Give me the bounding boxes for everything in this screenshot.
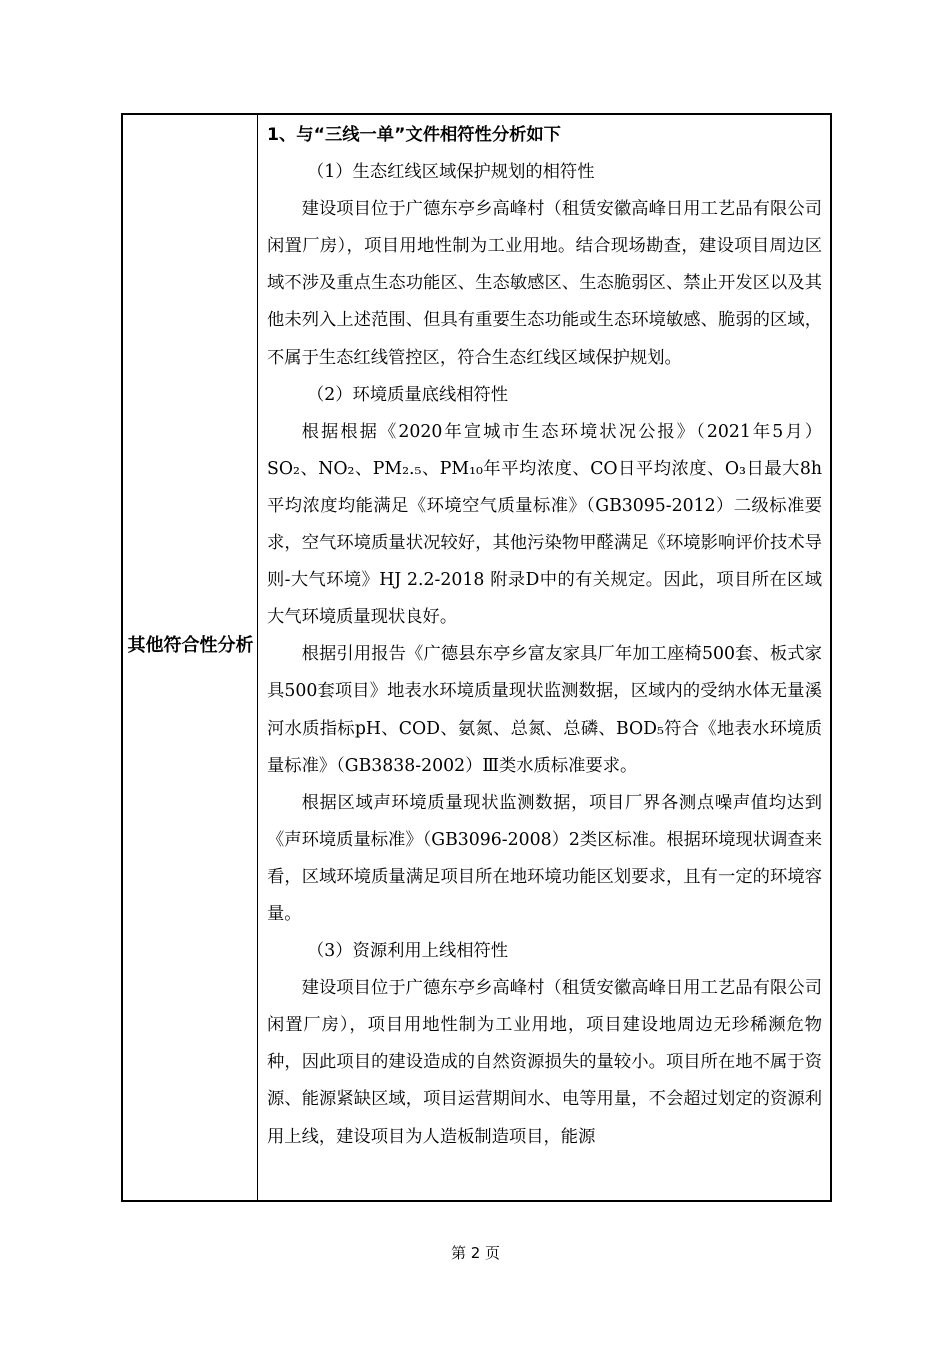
paragraph-ecology: 建设项目位于广德东亭乡高峰村（租赁安徽高峰日用工艺品有限公司闲置厂房），项目用地性制为工业用地。结合现场勘查，建设项目周边区域不涉及重点生态功能区、生态敏感区、生态脆弱区、禁止开发区以及其他未列入上述范围、但具有重要生态功能或生态环境敏感、脆弱的区域，不属于生态红线管控区，符合生态红线区域保护规划。: [267, 199, 822, 368]
subheading-ecology: （1）生态红线区域保护规划的相符性: [307, 162, 595, 183]
paragraph-resource-use: 建设项目位于广德东亭乡高峰村（租赁安徽高峰日用工艺品有限公司闲置厂房），项目用地性制为工业用地，项目建设地周边无珍稀濒危物种，因此项目的建设造成的自然资源损失的量较小。项目所在地不属于资源、能源紧缺区域，项目运营期间水、电等用量，不会超过划定的资源利用上线，建设项目为人造板制造项目，能源: [267, 978, 822, 1147]
subheading-environment-quality: （2）环境质量底线相符性: [307, 384, 509, 405]
content-body: [259, 115, 830, 1156]
subheading-resource-use: （3）资源利用上线相符性: [307, 941, 509, 962]
section-label: 其他符合性分析: [127, 635, 254, 656]
page-number: 第 2 页: [450, 1244, 501, 1262]
label-cell: [123, 115, 258, 1200]
content-cell: [259, 115, 830, 1200]
section-heading: 1、与“三线一单”文件相符性分析如下: [267, 125, 561, 145]
paragraph-air-quality: 根据根据《2020年宣城市生态环境状况公报》（2021年5月）SO₂、NO₂、PM₂.₅、PM₁₀年平均浓度、CO日平均浓度、O₃日最大8h平均浓度均能满足《环境空气质量标准》（GB3095-2012）二级标准要求，空气环境质量状况较好，其他污染物甲醛满足《环境影响评价技术导则-大气环境》HJ 2.2-2018 附录D中的有关规定。因此，项目所在区域大气环境质量现状良好。: [267, 421, 822, 628]
document-table: [121, 113, 832, 1202]
paragraph-noise: 根据区域声环境质量现状监测数据，项目厂界各测点噪声值均达到《声环境质量标准》（GB3096-2008）2类区标准。根据环境现状调查来看，区域环境质量满足项目所在地环境功能区划要求，且有一定的环境容量。: [267, 792, 822, 924]
paragraph-surface-water: 根据引用报告《广德县东亭乡富友家具厂年加工座椅500套、板式家具500套项目》地表水环境质量现状监测数据，区域内的受纳水体无量溪河水质指标pH、COD、氨氮、总氮、总磷、BOD₅符合《地表水环境质量标准》（GB3838-2002）Ⅲ类水质标准要求。: [267, 644, 822, 776]
